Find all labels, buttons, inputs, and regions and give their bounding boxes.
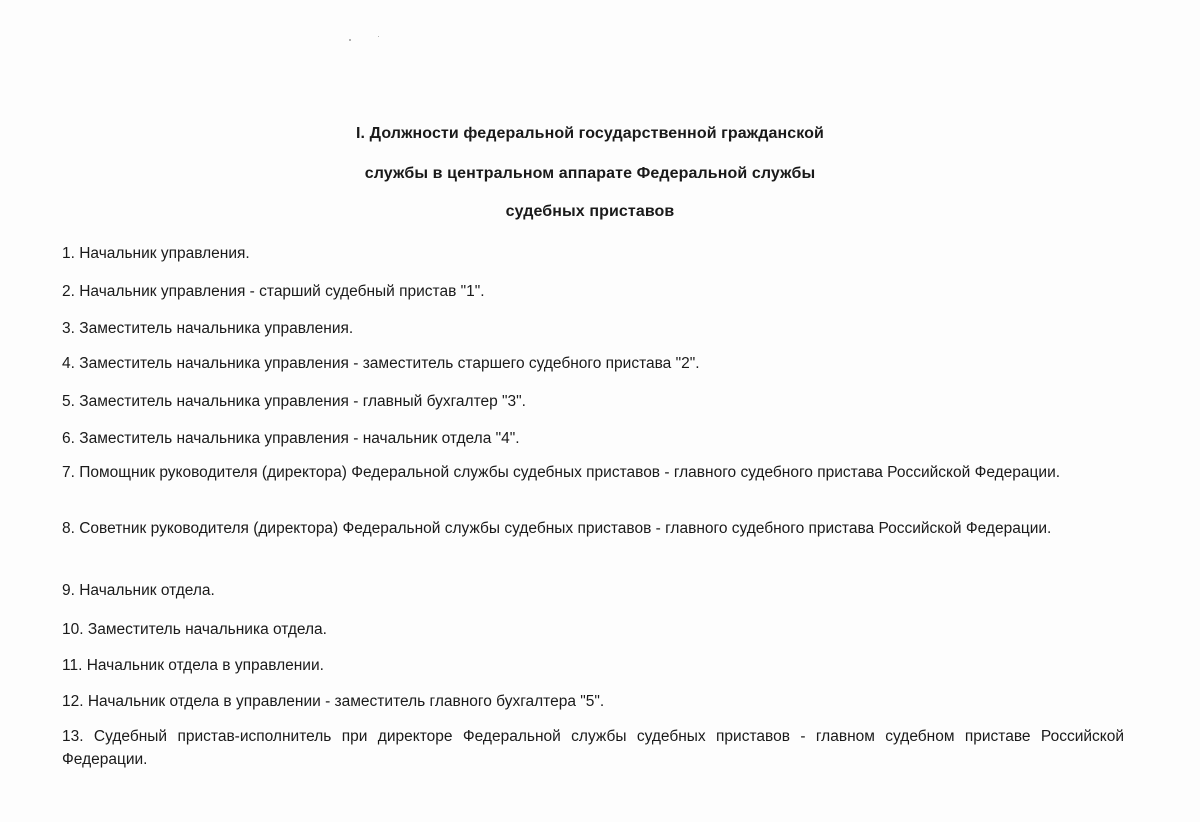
list-item: 10. Заместитель начальника отдела.: [62, 621, 327, 638]
list-item: 4. Заместитель начальника управления - заместитель старшего судебного пристава "2".: [62, 355, 700, 372]
scan-speck: [349, 39, 351, 41]
list-item: 12. Начальник отдела в управлении - заместитель главного бухгалтера "5".: [62, 693, 605, 710]
document-title-line-2: службы в центральном аппарате Федеральной службы: [364, 165, 816, 182]
scan-speck: [378, 36, 379, 37]
list-item: 8. Советник руководителя (директора) Федеральной службы судебных приставов - главного судебного пристава Российской Федерации.: [62, 520, 1052, 537]
list-item: 11. Начальник отдела в управлении.: [62, 657, 324, 674]
list-item: 1. Начальник управления.: [62, 245, 250, 262]
list-item: 2. Начальник управления - старший судебный пристав "1".: [62, 283, 485, 300]
list-item: 13. Судебный пристав-исполнитель при директоре Федеральной службы судебных приставов - главном судебном приставе Российской Федерации.: [62, 728, 1124, 768]
document-title-line-1: I. Должности федеральной государственной гражданской: [356, 125, 824, 142]
list-item: 3. Заместитель начальника управления.: [62, 320, 354, 337]
list-item: 9. Начальник отдела.: [62, 582, 215, 599]
document-title-line-3: судебных приставов: [505, 203, 675, 220]
list-item: 7. Помощник руководителя (директора) Федеральной службы судебных приставов - главного судебного пристава Российской Федерации.: [62, 464, 1061, 481]
list-item: 5. Заместитель начальника управления - главный бухгалтер "3".: [62, 393, 526, 410]
list-item: 6. Заместитель начальника управления - начальник отдела "4".: [62, 430, 520, 447]
